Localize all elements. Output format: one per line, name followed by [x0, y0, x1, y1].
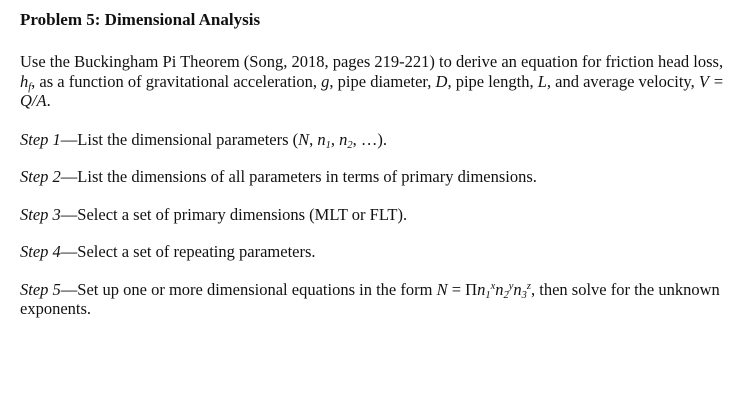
pi-term-1-n: n [477, 279, 486, 299]
var-n2-subscript: 2 [347, 139, 353, 151]
step-2-text: List the dimensions of all parameters in terms of primary dimensions. [77, 167, 537, 186]
problem-title: Problem 5: Dimensional Analysis [20, 10, 261, 29]
pi-term-2-n: n [495, 279, 504, 299]
step-2-dash: — [60, 167, 78, 186]
step-1 [20, 130, 736, 150]
step-5-text-2: , then solve for the unknown exponents. [20, 279, 720, 318]
pi-term-3-sub: 3 [521, 289, 527, 301]
intro-text-3: , pipe diameter, [329, 71, 436, 91]
step-4-dash: — [60, 242, 78, 261]
pi-term-1-sub: 1 [485, 289, 491, 301]
step-1-text-1: List the dimensional parameters ( [77, 129, 299, 149]
pi-term-3-exp: z [526, 280, 531, 292]
step-1-dash: — [60, 129, 78, 149]
step-1-sep-2: , [330, 129, 340, 149]
velocity-expression: V = Q/A [20, 71, 724, 110]
intro-text-4: , pipe length, [447, 71, 538, 91]
problem-document [20, 8, 736, 319]
step-2-label: Step 2 [20, 167, 61, 186]
step-5-dash: — [60, 279, 78, 299]
pi-term-2-sub: 2 [503, 289, 509, 301]
pi-symbol: Π [465, 279, 478, 299]
pi-equation [437, 280, 531, 299]
step-5 [20, 280, 736, 319]
var-hf-subscript: f [28, 81, 32, 93]
step-2 [20, 167, 736, 187]
var-N: N [298, 129, 310, 149]
var-g: g [321, 71, 330, 91]
step-3-label: Step 3 [20, 204, 61, 224]
step-1-label: Step 1 [20, 129, 61, 149]
pi-equation-equals: = [447, 279, 466, 299]
step-3 [20, 205, 736, 225]
var-n2-symbol: n [339, 129, 348, 149]
step-4-text: Select a set of repeating parameters. [77, 242, 316, 261]
intro-text-2: , as a function of gravitational acceleration, [31, 71, 322, 91]
intro-text-5: , and average velocity, [546, 71, 699, 91]
var-n1 [317, 130, 331, 149]
step-3-text: Select a set of primary dimensions (MLT or FLT). [77, 204, 408, 224]
step-4-label: Step 4 [20, 242, 61, 261]
step-1-sep-1: , [309, 129, 318, 149]
step-5-text-1: Set up one or more dimensional equations in the form [77, 279, 437, 299]
var-n2 [339, 130, 353, 149]
var-n1-symbol: n [317, 129, 326, 149]
var-D: D [435, 71, 448, 91]
var-hf [20, 72, 31, 91]
step-5-label: Step 5 [20, 279, 61, 299]
var-L: L [537, 71, 547, 91]
step-4 [20, 242, 736, 262]
step-1-text-2: , …). [352, 129, 388, 149]
problem-intro [20, 52, 736, 111]
pi-equation-lhs: N [436, 279, 448, 299]
var-n1-subscript: 1 [325, 139, 331, 151]
pi-term-3-n: n [513, 279, 522, 299]
pi-term-1-exp: x [490, 280, 496, 292]
step-3-dash: — [60, 204, 78, 224]
var-hf-symbol: h [20, 71, 29, 91]
intro-text-1: Use the Buckingham Pi Theorem (Song, 2018, pages 219-221) to derive an equation for friction head loss, [20, 52, 724, 71]
intro-text-6: . [46, 91, 51, 110]
pi-term-2-exp: y [508, 280, 514, 292]
